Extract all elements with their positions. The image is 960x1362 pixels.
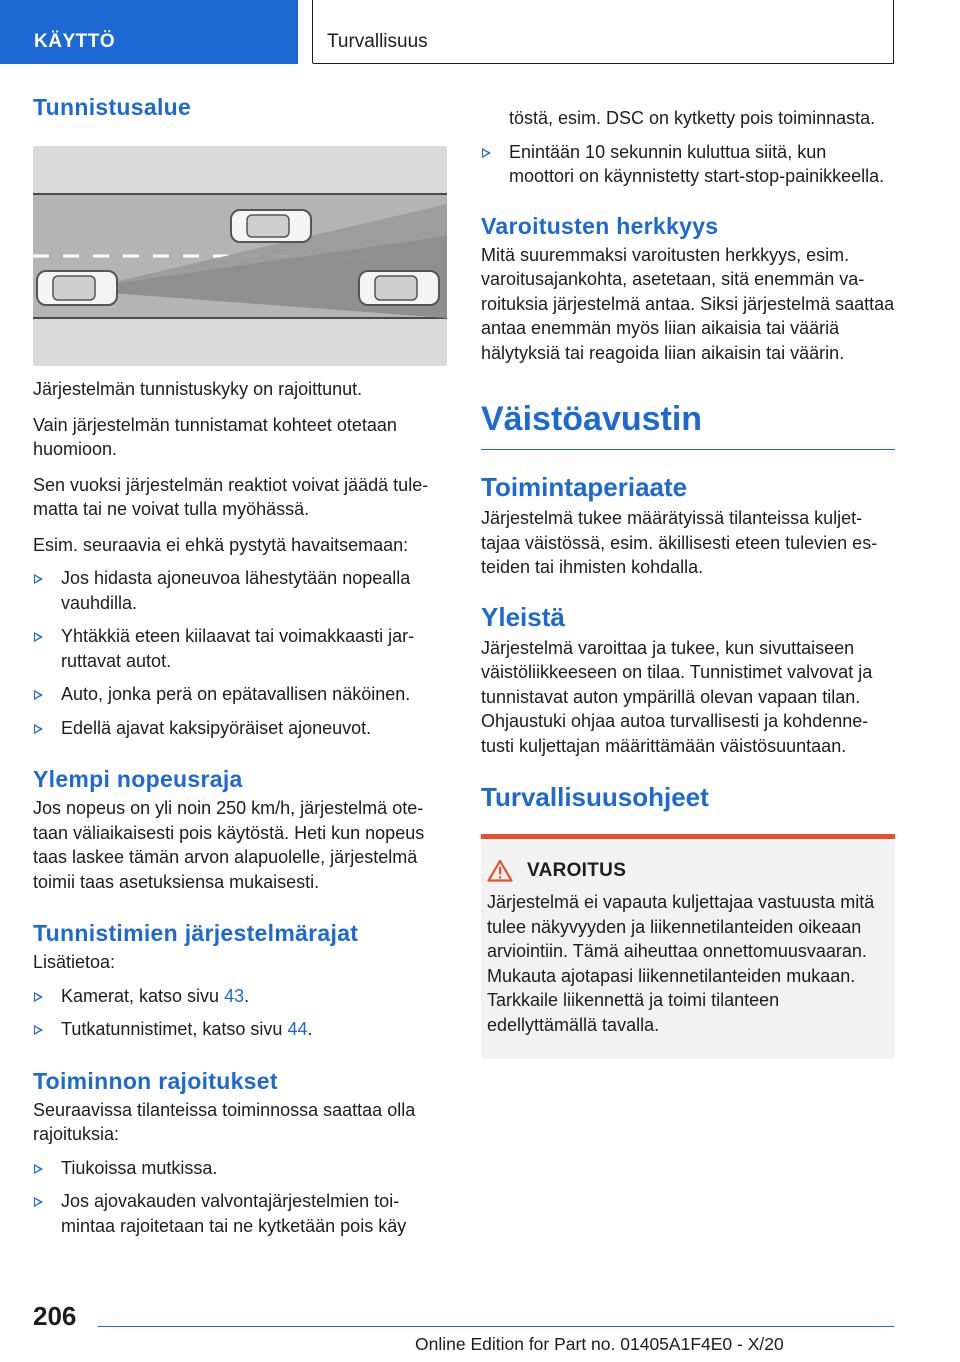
bullet-list (481, 106, 895, 189)
heading-principle: Toimintaperiaate (481, 472, 688, 502)
list-item: Tiukoissa mutkissa. (33, 1156, 447, 1181)
bullet-triangle-icon (34, 1164, 43, 1174)
bullet-triangle-icon (34, 632, 43, 642)
heading-sensor-limits: Tunnistimien järjestelmärajat (33, 920, 359, 946)
right-column (481, 106, 895, 1059)
car-right-icon (359, 271, 439, 305)
heading-speed-limit: Ylempi nopeusraja (33, 766, 243, 792)
warning-triangle-icon (487, 859, 513, 882)
detection-area-illustration (33, 146, 447, 366)
list-item-continued: töstä, esim. DSC on kytketty pois toiminnasta. (509, 108, 876, 128)
topic-tab: Turvallisuus (312, 0, 894, 64)
list-item: Jos ajovakauden valvontajärjestelmien toimintaa rajoitetaan tai ne kytketään pois käy (33, 1189, 447, 1238)
paragraph: Seuraavissa tilanteissa toiminnossa saattaa olla rajoituksia: (33, 1099, 416, 1144)
bullet-triangle-icon (34, 992, 43, 1002)
bullet-triangle-icon (34, 574, 43, 584)
page-link-cameras[interactable]: 43 (224, 985, 245, 1006)
bullet-list (33, 566, 447, 740)
page-header (0, 0, 960, 64)
paragraph: Jos nopeus on yli noin 250 km/h, järjestelmä otetaan väliaikaisesti pois käytöstä. Heti kun nopeus taas laskee tämän arvon alapuolelle, järjestelmä toimii taas asetuksiensa mukaisesti. (33, 798, 425, 892)
list-item: Enintään 10 sekunnin kuluttua siitä, kun moottori on käynnistetty start-stop-painikkeella. (481, 140, 895, 189)
bullet-list (33, 1156, 447, 1239)
list-item: Auto, jonka perä on epätavallisen näköinen. (33, 682, 447, 707)
paragraph: Lisätietoa: (33, 952, 116, 972)
section-tab: KÄYTTÖ (0, 0, 298, 64)
paragraph: Esim. seuraavia ei ehkä pystytä havaitsemaan: (33, 534, 409, 555)
bullet-list (33, 984, 447, 1042)
car-left-icon (37, 271, 117, 305)
list-item: Jos hidasta ajoneuvoa lähestytään nopealla vauhdilla. (33, 566, 447, 615)
left-column (33, 92, 447, 1238)
bullet-triangle-icon (34, 690, 43, 700)
paragraph: Järjestelmä tukee määrätyissä tilanteissa kuljettajaa väistössä, esim. äkillisesti eteen tulevien esteiden tai ihmisten kohdalla. (481, 508, 878, 577)
paragraph: Mitä suuremmaksi varoitusten herkkyys, esim. varoitusajankohta, asetetaan, sitä enemmän varoituksia järjestelmä antaa. Siksi järjestelmä saattaa antaa enemmän myös liian aikaisia tai vääriä hälytyksiä tai reagoida liian aikaisin tai väärin. (481, 244, 895, 363)
warning-title: VAROITUS (527, 859, 627, 881)
heading-safety-notes: Turvallisuusohjeet (481, 782, 709, 812)
footer-divider (98, 1326, 894, 1327)
paragraph: Sen vuoksi järjestelmän reaktiot voivat jäädä tulematta tai ne voivat tulla myöhässä. (33, 474, 429, 519)
paragraph: Vain järjestelmän tunnistamat kohteet otetaan huomioon. (33, 414, 397, 459)
list-item: Edellä ajavat kaksipyöräiset ajoneuvot. (33, 716, 447, 741)
heading-evasion-assistant: Väistöavustin (481, 395, 895, 450)
warning-text: Järjestelmä ei vapauta kuljettajaa vastuusta mitä tulee näkyvyyden ja liikennetilanteiden oikeaan arviointiin. Tämä aiheuttaa onnettomuusvaaran. Mukauta ajotapasi liikennetilanteiden mukaan. Tarkkaile liikennettä ja toimi tilanteen edellyttämällä tavalla. (487, 892, 875, 1035)
bullet-triangle-icon (34, 1025, 43, 1035)
page-number: 206 (33, 1301, 77, 1331)
list-item: Tutkatunnistimet, katso sivu 44. (33, 1017, 447, 1042)
bullet-triangle-icon (34, 724, 43, 734)
paragraph: Järjestelmän tunnistuskyky on rajoittunut. (33, 379, 363, 399)
list-item: Kamerat, katso sivu 43. (33, 984, 447, 1009)
list-item: Yhtäkkiä eteen kiilaavat tai voimakkaasti jarruttavat autot. (33, 624, 447, 673)
page-link-radar[interactable]: 44 (287, 1019, 308, 1039)
car-front-icon (231, 210, 311, 242)
heading-general: Yleistä (481, 601, 565, 632)
warning-header (487, 859, 887, 882)
paragraph: Järjestelmä varoittaa ja tukee, kun sivuttaiseen väistöliikkeeseen on tilaa. Tunnistimet valvovat ja tunnistavat auton ympärillä olevan vapaan tilan. Ohjaustuki ohjaa autoa turvallisesti ja kohdennetusti kuljettajan määrittämään väistösuuntaan. (481, 637, 873, 756)
warning-box (481, 834, 895, 1059)
footer-edition: Online Edition for Part no. 01405A1F4E0 - X/20 (415, 1334, 784, 1354)
bullet-triangle-icon (482, 148, 491, 158)
heading-detection-area: Tunnistusalue (33, 94, 192, 120)
heading-warning-sensitivity: Varoitusten herkkyys (481, 212, 719, 239)
heading-function-limits: Toiminnon rajoitukset (33, 1067, 278, 1094)
bullet-triangle-icon (34, 1197, 43, 1207)
